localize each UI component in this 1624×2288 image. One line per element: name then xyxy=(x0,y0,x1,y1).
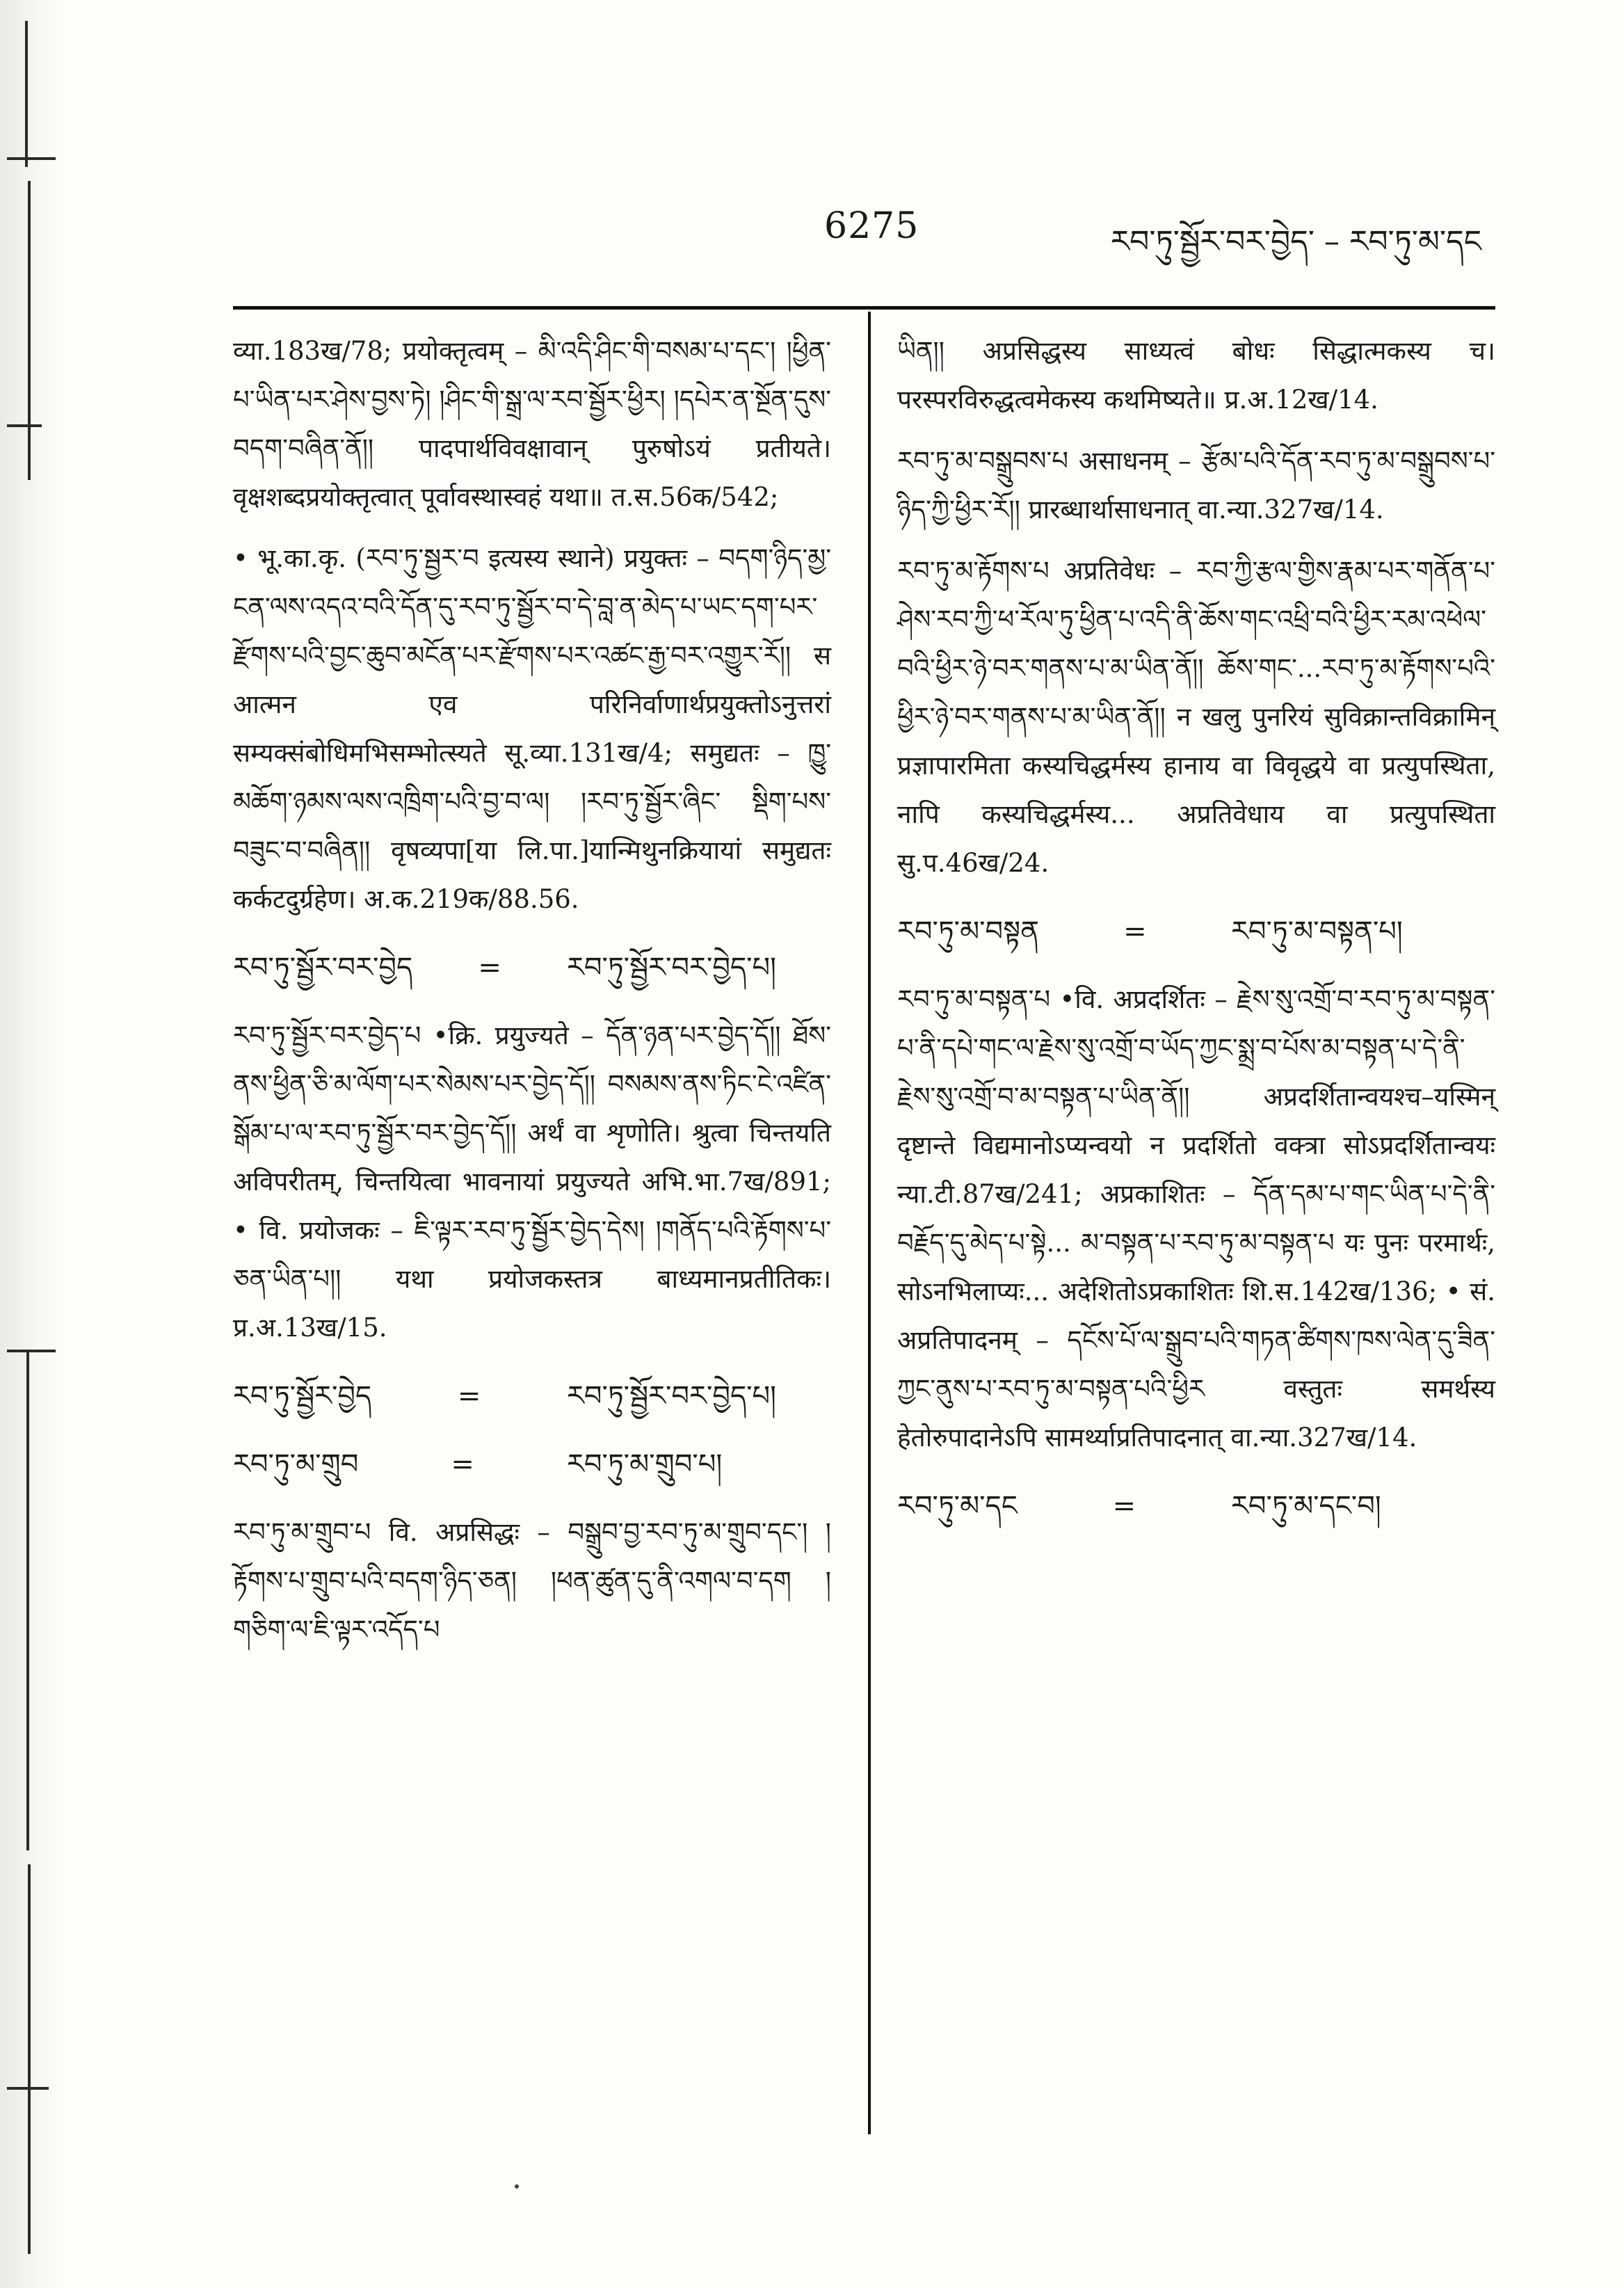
right-column xyxy=(897,327,1495,1550)
xref-equals: = xyxy=(1123,915,1147,947)
dictionary-entry: རབ་ཏུ་མ་བསྒྲུབས་པ असाधनम् – རྩོམ་པའི་དོན་རབ་ཏུ་མ་བསྒྲུབས་པ་ཉིད་ཀྱི་ཕྱིར་རོ།། प्रारब्धार्थासाधनात् वा.न्या.327ख/14. xyxy=(897,446,1495,525)
xref-headword: རབ་ཏུ་མ་བསྟན xyxy=(897,915,1039,947)
binding-line xyxy=(25,21,28,167)
xref-headword: རབ་ཏུ་མ་དང xyxy=(897,1490,1018,1522)
scan-edge xyxy=(0,0,63,2288)
binding-tick xyxy=(7,2087,49,2090)
xref-equals: = xyxy=(478,952,501,984)
xref-target: རབ་ཏུ་སྦྱོར་བར་བྱེད་པ། xyxy=(566,952,777,984)
xref-headword: རབ་ཏུ་སྦྱོར་བར་བྱེད xyxy=(233,952,413,984)
binding-line xyxy=(26,1350,29,1850)
column-divider xyxy=(868,312,871,2134)
cross-reference xyxy=(233,1440,831,1489)
xref-equals: = xyxy=(1112,1490,1136,1522)
entry-continuation: व्या.183ख/78; प्रयोक्तृत्वम् – མི་འདི་ཤིང་གི་བསམ་པ་དང་། །ཕྱིན་པ་ཡིན་པར་ཤེས་བྱས་ཏེ། །ཤིང་གི་སྒྲ་ལ་རབ་སྦྱོར་ཕྱིར། །དཔེར་ན་སྔོན་དུས་བདག་བཞིན་ནོ།། पादपार्थविवक्षावान् पुरुषोऽयं प्रतीयते। वृक्षशब्दप्रयोक्तृत्वात् पूर्वावस्थास्वहं यथा॥ त.स.56क/542; xyxy=(233,336,831,512)
cross-reference xyxy=(897,907,1495,956)
entry-continuation: ཡིན།། अप्रसिद्धस्य साध्यत्वं बोधः सिद्धात्मकस्य च। परस्परविरुद्धत्वमेकस्य कथमिष्यते॥ प्र.अ.12ख/14. xyxy=(897,336,1495,415)
xref-headword: རབ་ཏུ་སྦྱོར་བྱེད xyxy=(233,1380,372,1412)
xref-equals: = xyxy=(451,1448,474,1480)
dictionary-entry: རབ་ཏུ་སྦྱོར་བར་བྱེད་པ •क्रि. प्रयुज्यते – དོན་ཉན་པར་བྱེད་དོ།། ཐོས་ནས་ཕྱིན་ཅི་མ་ལོག་པར་སེམས་པར་བྱེད་དོ།། བསམས་ནས་ཏིང་ངེ་འཛིན་སྒོམ་པ་ལ་རབ་ཏུ་སྦྱོར་བར་བྱེད་དོ།། अर्थं वा शृणोति। श्रुत्वा चिन्तयति अविपरीतम्, चिन्तयित्वा भावनायां प्रयुज्यते अभि.भा.7ख/891; • वि. प्रयोजकः – ཇི་ལྟར་རབ་ཏུ་སྦྱོར་བྱེད་དེས། །གནོད་པའི་རྟོགས་པ་ཅན་ཡིན་པ།། यथा प्रयोजकस्तत्र बाध्यमानप्रतीतिकः। प्र.अ.13ख/15. xyxy=(233,1021,831,1343)
xref-target: རབ་ཏུ་མ་དང་བ། xyxy=(1231,1490,1381,1522)
cross-reference xyxy=(233,1372,831,1421)
page-number: 6275 xyxy=(824,205,919,247)
binding-tick xyxy=(7,157,56,160)
dictionary-entry: རབ་ཏུ་མ་བསྟན་པ •वि. अप्रदर्शितः – རྗེས་སུ་འགྲོ་བ་རབ་ཏུ་མ་བསྟན་པ་ནི་དཔེ་གང་ལ་རྗེས་སུ་འགྲོ་བ་ཡོད་ཀྱང་སྨྲ་བ་པོས་མ་བསྟན་པ་དེ་ནི་རྗེས་སུ་འགྲོ་བ་མ་བསྟན་པ་ཡིན་ནོ།། अप्रदर्शितान्वयश्च–यस्मिन् दृष्टान्ते विद्यमानोऽप्यन्वयो न प्रदर्शितो वक्त्रा सोऽप्रदर्शितान्वयः न्या.टी.87ख/241; अप्रकाशितः – དོན་དམ་པ་གང་ཡིན་པ་དེ་ནི་བརྗོད་དུ་མེད་པ་སྟེ... མ་བསྟན་པ་རབ་ཏུ་མ་བསྟན་པ यः पुनः परमार्थः, सोऽनभिलाप्यः... अदेशितोऽप्रकाशितः शि.स.142ख/136; • सं. अप्रतिपादनम् – དངོས་པོ་ལ་སྒྲུབ་པའི་གཏན་ཚིགས་ཁས་ལེན་དུ་ཟིན་ཀྱང་ནུས་པ་རབ་ཏུ་མ་བསྟན་པའི་ཕྱིར वस्तुतः समर्थस्य हेतोरुपादानेऽपि सामर्थ्याप्रतिपादनात् वा.न्या.327ख/14. xyxy=(897,984,1496,1453)
entry-subsense: • भू.का.कृ. (རབ་ཏུ་སྦྱར་བ इत्यस्य स्थाने) प्रयुक्तः – བདག་ཉིད་མྱ་ངན་ལས་འདའ་བའི་དོན་དུ་རབ་ཏུ་སྦྱོར་བ་དེ་བླ་ན་མེད་པ་ཡང་དག་པར་རྫོགས་པའི་བྱང་ཆུབ་མངོན་པར་རྫོགས་པར་འཚང་རྒྱ་བར་འགྱུར་རོ།། स आत्मन एव परिनिर्वाणार्थप्रयुक्तोऽनुत्तरां सम्यक्संबोधिमभिसम्भोत्स्यते सू.व्या.131ख/4; समुद्यतः – ཁྱུ་མཆོག་ཉམས་ལས་འཁྲིག་པའི་བྱ་བ་ལ། །རབ་ཏུ་སྦྱོར་ཞིང་ སྡིག་པས་བཟུང་བ་བཞིན།། वृषव्यपा[या लि.पा.]यान्मिथुनक्रियायां समुद्यतः कर्कटदुर्ग्रहेण। अ.क.219क/88.56. xyxy=(233,543,831,914)
binding-line xyxy=(28,181,31,480)
xref-target: རབ་ཏུ་མ་བསྟན་པ། xyxy=(1230,915,1403,947)
left-column xyxy=(233,327,831,1667)
running-header: རབ་ཏུ་སྦྱོར་བར་བྱེད་ – རབ་ཏུ་མ་དང xyxy=(1110,224,1481,259)
binding-tick xyxy=(7,1350,56,1352)
dictionary-entry: རབ་ཏུ་མ་རྟོགས་པ अप्रतिवेधः – རབ་ཀྱི་རྩལ་གྱིས་རྣམ་པར་གནོན་པ་ཤེས་རབ་ཀྱི་ཕ་རོལ་ཏུ་ཕྱིན་པ་འདི་ནི་ཆོས་གང་འཕྲི་བའི་ཕྱིར་རམ་འཕེལ་བའི་ཕྱིར་ཉེ་བར་གནས་པ་མ་ཡིན་ནོ།། ཆོས་གང་...རབ་ཏུ་མ་རྟོགས་པའི་ཕྱིར་ཉེ་བར་གནས་པ་མ་ཡིན་ནོ།། न खलु पुनरियं सुविक्रान्तविक्रामिन् प्रज्ञापारमिता कस्यचिद्धर्मस्य हानाय वा विवृद्धये वा प्रत्युपस्थिता, नापि कस्यचिद्धर्मस्य... अप्रतिवेधाय वा प्रत्युपस्थिता सु.प.46ख/24. xyxy=(897,556,1495,878)
xref-target: རབ་ཏུ་སྦྱོར་བར་བྱེད་པ། xyxy=(566,1380,777,1412)
cross-reference xyxy=(233,943,831,992)
xref-equals: = xyxy=(457,1380,481,1412)
dictionary-entry: རབ་ཏུ་མ་གྲུབ་པ वि. अप्रसिद्धः – བསྒྲུབ་བྱ་རབ་ཏུ་མ་གྲུབ་དང་། །རྟོགས་པ་གྲུབ་པའི་བདག་ཉིད་ཅན། །ཕན་ཚུན་དུ་ནི་འགལ་བ་དག །གཅིག་ལ་ཇི་ལྟར་འདོད་པ xyxy=(233,1517,831,1645)
binding-tick xyxy=(7,424,42,427)
binding-line xyxy=(28,1864,31,2254)
xref-target: རབ་ཏུ་མ་གྲུབ་པ། xyxy=(567,1448,723,1480)
scan-speck xyxy=(515,2184,519,2189)
header-rule xyxy=(233,306,1495,310)
cross-reference xyxy=(897,1482,1495,1530)
xref-headword: རབ་ཏུ་མ་གྲུབ xyxy=(233,1448,359,1480)
